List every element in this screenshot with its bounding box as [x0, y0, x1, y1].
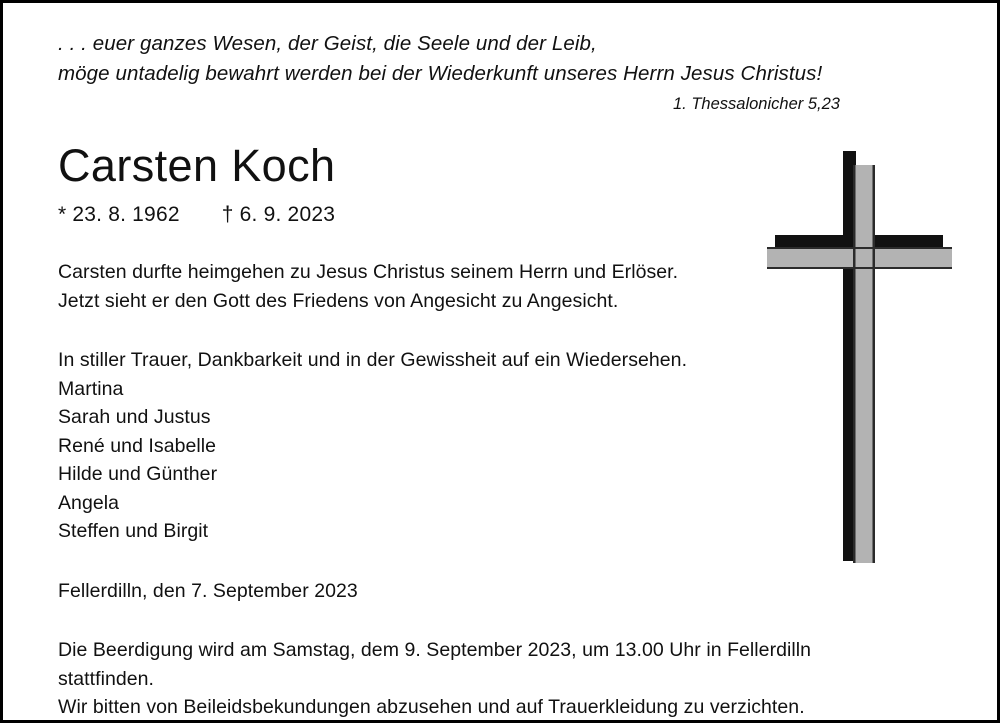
list-item: Martina — [58, 377, 124, 400]
verse-line-1: . . . euer ganzes Wesen, der Geist, die Seele und der Leib, — [58, 32, 597, 55]
paragraph-passing-line-1: Carsten durfte heimgehen zu Jesus Christus seinem Herrn und Erlöser. — [58, 261, 679, 284]
death-date: † 6. 9. 2023 — [221, 203, 336, 227]
cross-icon — [767, 143, 952, 583]
list-item: Steffen und Birgit — [58, 520, 209, 543]
funeral-line-2: stattfinden. — [58, 667, 154, 690]
funeral-line-1: Die Beerdigung wird am Samstag, dem 9. September 2023, um 13.00 Uhr in Fellerdilln — [58, 639, 812, 662]
cross-graphic — [767, 143, 952, 583]
mourning-intro: In stiller Trauer, Dankbarkeit und in der Gewissheit auf ein Wiedersehen. — [58, 349, 688, 372]
verse-line-2: möge untadelig bewahrt werden bei der Wiederkunft unseres Herrn Jesus Christus! — [58, 62, 823, 85]
bible-verse — [58, 29, 963, 89]
list-item: Angela — [58, 491, 120, 514]
list-item: Sarah und Justus — [58, 406, 211, 429]
funeral-details — [58, 636, 918, 722]
place-and-date: Fellerdilln, den 7. September 2023 — [58, 579, 358, 602]
funeral-line-3: Wir bitten von Beileidsbekundungen abzusehen und auf Trauerkleidung zu verzichten. — [58, 696, 805, 719]
page-title: Carsten Koch — [58, 140, 336, 191]
paragraph-passing-line-2: Jetzt sieht er den Gott des Friedens von Angesicht zu Angesicht. — [58, 289, 619, 312]
list-item: René und Isabelle — [58, 434, 217, 457]
cross-body-shape — [767, 165, 952, 563]
list-item: Hilde und Günther — [58, 463, 218, 486]
verse-reference: 1. Thessalonicher 5,23 — [673, 95, 840, 113]
birth-date: * 23. 8. 1962 — [58, 203, 180, 227]
